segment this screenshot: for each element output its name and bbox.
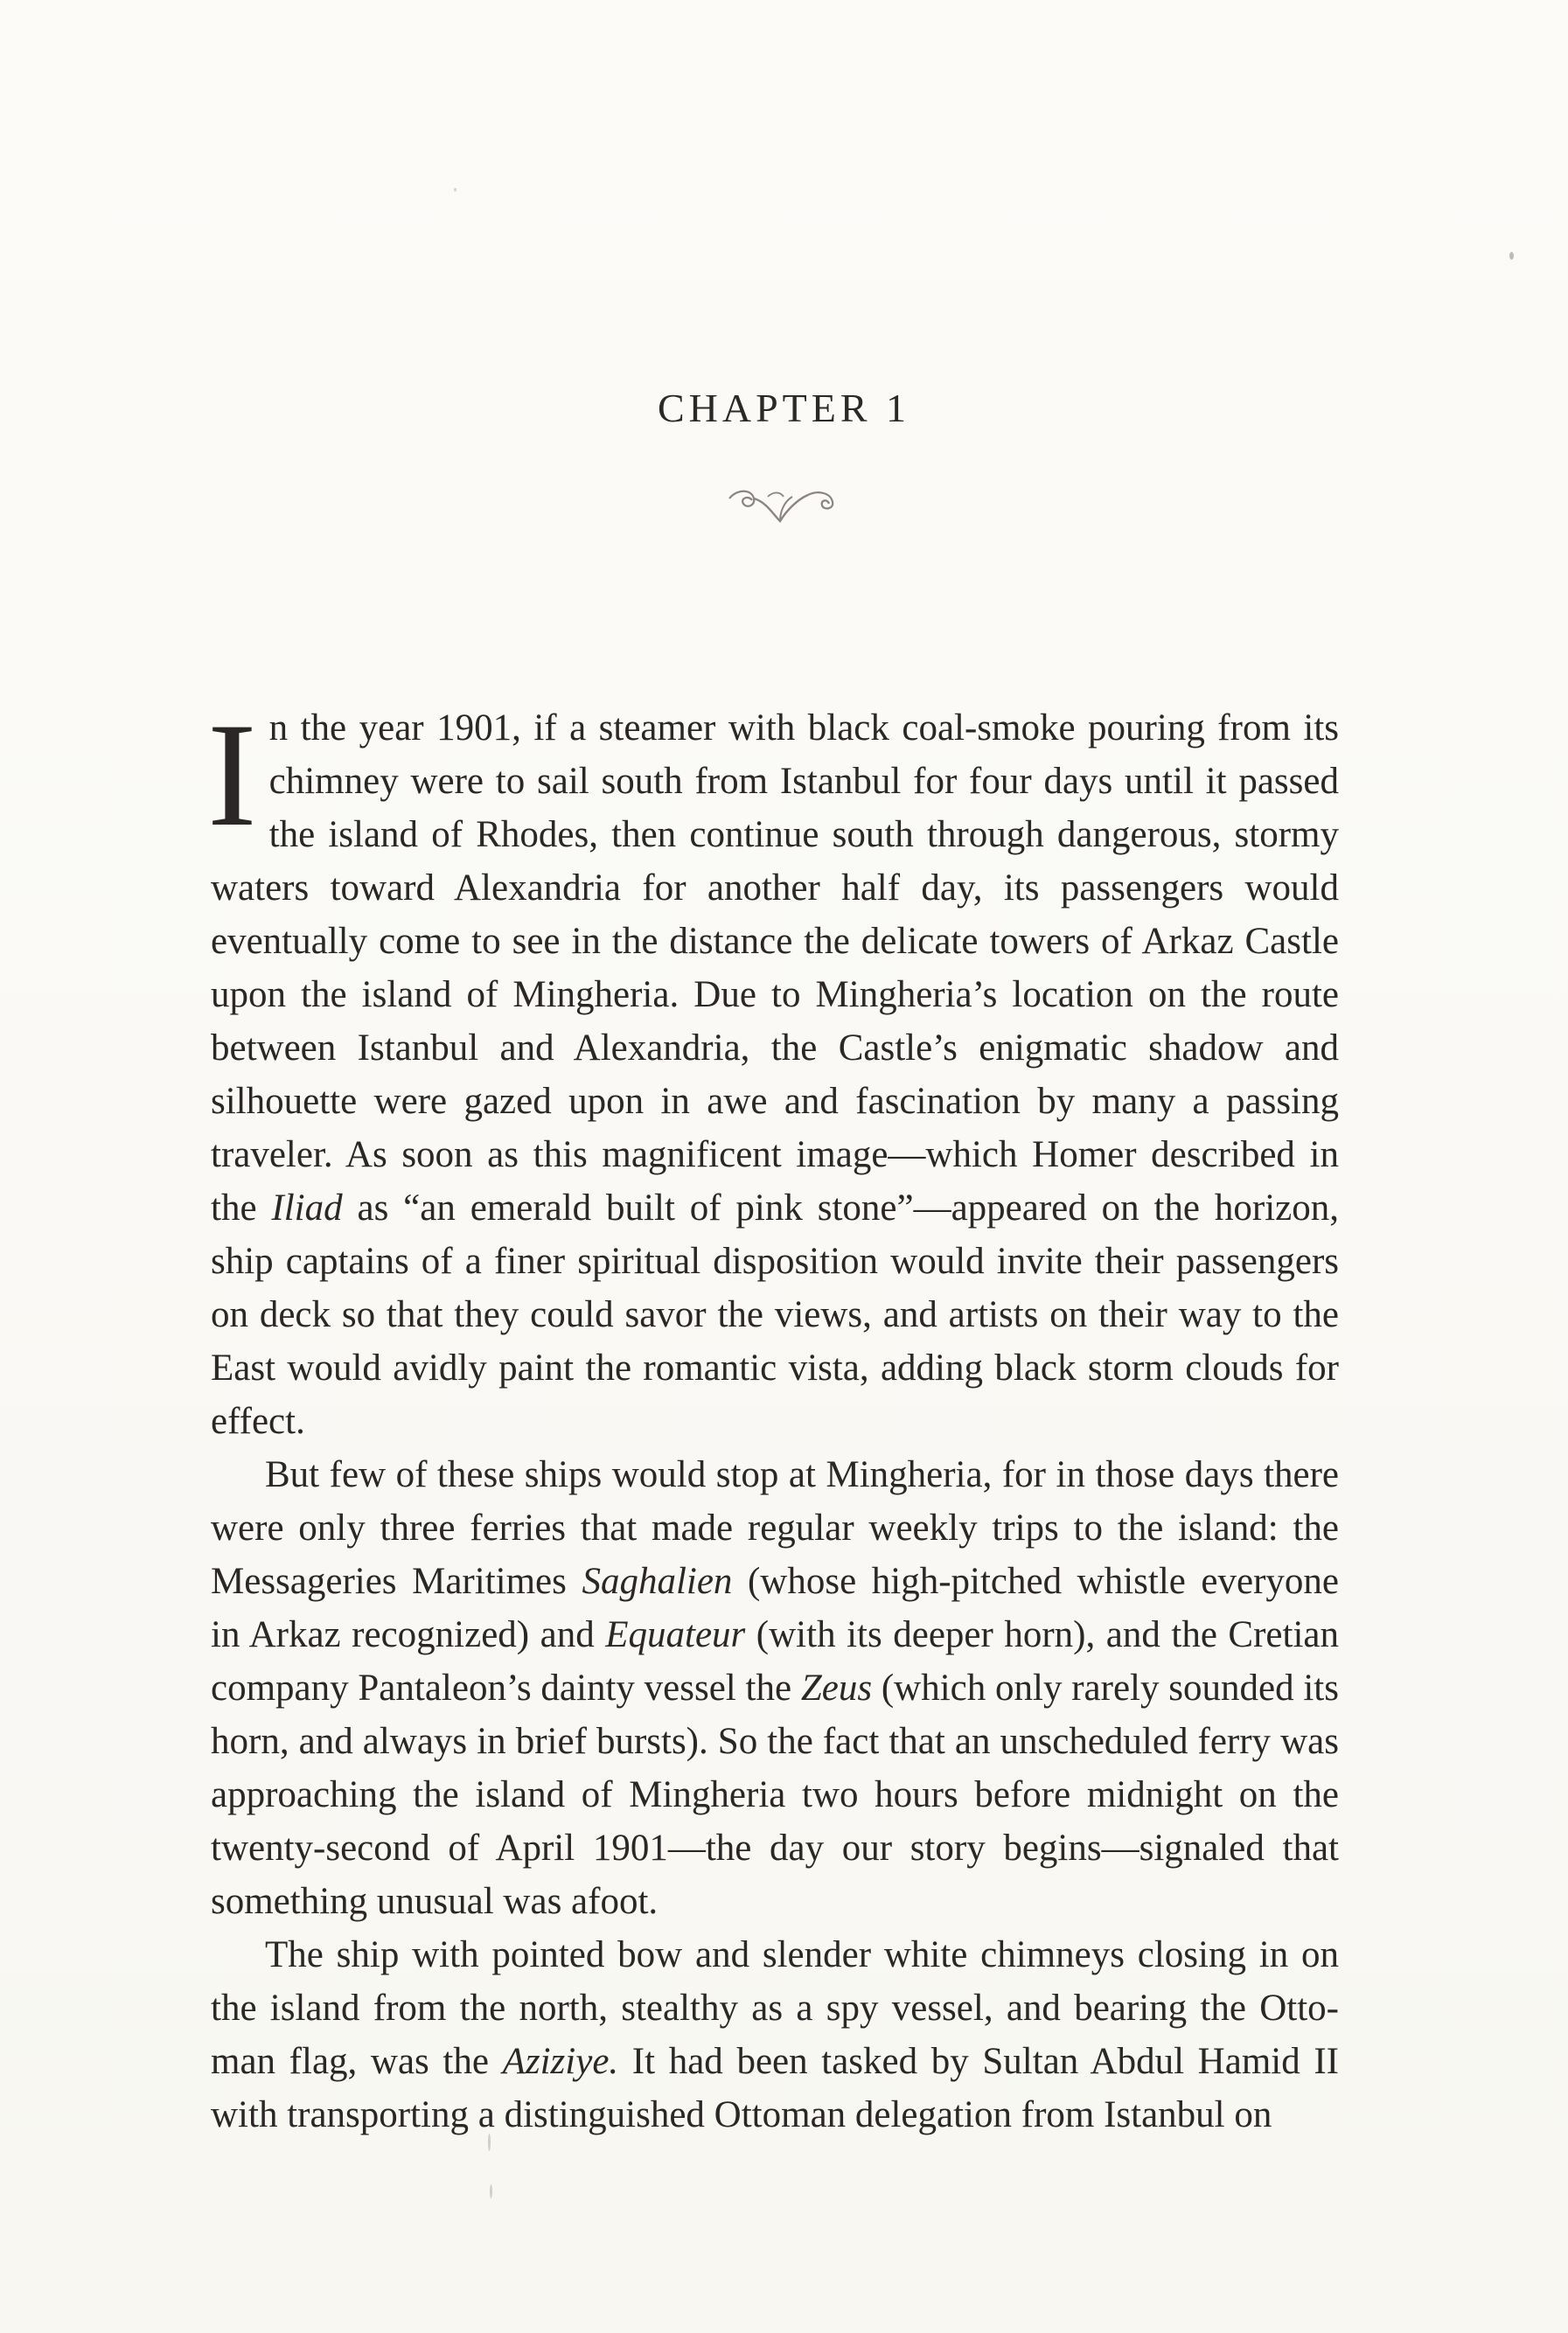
fleuron-icon: [722, 479, 845, 525]
paragraph-2-text-d: (which only rarely sounded its horn, and always in brief bursts). So the fact that an unscheduled ferry was approaching the island of Mingheria two hours before midnight on the twenty-second of April 1901—the day our story begins—signaled that something unusual was afoot.: [211, 1668, 1339, 1922]
equateur-name: Equateur: [605, 1614, 746, 1655]
zeus-name: Zeus: [800, 1668, 873, 1709]
paragraph-2-text-b: (whose high-pitched whistle everyone in Arkaz recognized) and: [211, 1561, 1340, 1655]
paper-speck: [490, 2184, 492, 2198]
drop-cap: I: [207, 693, 257, 857]
paragraph-1-text-a: n the year 1901, if a steamer with black coal-smoke pouring from its chimney were to sail south from Istanbul for four days until it passed the island of Rhodes, then continue south through dangerous, stormy waters toward Alexandria for another half day, its passengers would eventually come to see in the distance the delicate towers of Arkaz Castle upon the island of Mingheria. Due to Mingheria’s location on the route between Istanbul and Alexandria, the Castle’s enigmatic shadow and silhouette were gazed upon in awe and fascination by many a passing traveler. As soon as this magnificent image—which Homer described in the: [211, 707, 1339, 1229]
paper-speck: [1509, 252, 1514, 260]
paragraph-3-text-a: The ship with pointed bow and slender white chimneys closing in on the island from the north, stealthy as a spy vessel, and bearing the Ottoman flag, was the: [211, 1934, 1339, 2082]
paragraph-1: [207, 693, 1339, 1448]
iliad-title: Iliad: [271, 1187, 343, 1229]
paragraph-3-text-b: It had been tasked by Sultan Abdul Hamid II with transporting a distinguished Ottoman delegation from Istanbul on: [211, 2041, 1339, 2135]
paragraph-2-text-c: (with its deeper horn), and the Cretian company Pantaleon’s dainty vessel the: [211, 1614, 1339, 1709]
chapter-heading: CHAPTER 1: [657, 386, 911, 430]
paper-speck: [454, 188, 456, 192]
paragraph-2-text-a: But few of these ships would stop at Mingheria, for in those days there were only three ferries that made regular weekly trips to the island: the Messageries Maritimes: [211, 1454, 1339, 1602]
paragraph-1-text-b: as “an emerald built of pink stone”—appeared on the horizon, ship captains of a finer spiritual disposition would invite their passengers on deck so that they could savor the views, and artists on their way to the East would avidly paint the romantic vista, adding black storm clouds for effect.: [211, 1187, 1339, 1442]
paragraph-3: [211, 1928, 1339, 2141]
paragraph-2: [211, 1448, 1339, 1928]
chapter-body: [207, 693, 1340, 2141]
saghalien-name: Saghalien: [582, 1561, 733, 1602]
aziziye-name: Aziziye.: [502, 2041, 619, 2082]
